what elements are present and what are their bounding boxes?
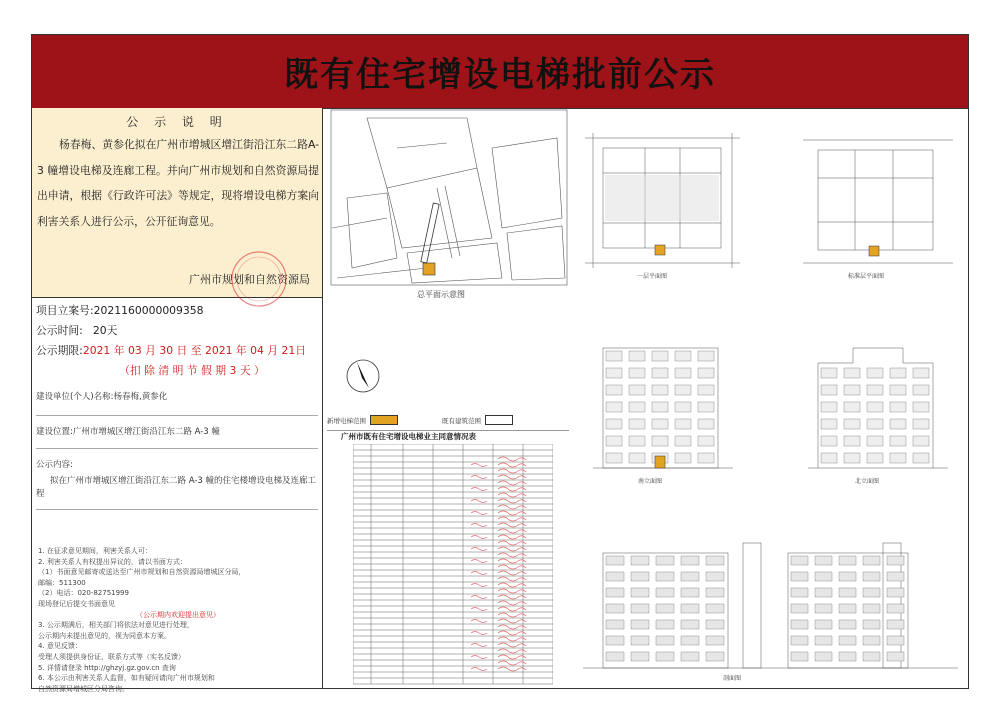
floor-plan-standard xyxy=(793,118,963,283)
legend-existing-swatch xyxy=(485,415,513,425)
notice-body: 杨春梅、黄参化拟在广州市增城区增江街沿江东二路A-3 幢增设电梯及连廊工程。并向广州市规划和自然资源局提出申请，根据《行政许可法》等规定，现将增设电梯方案向利害关系人进行公示，公开征询意见。 xyxy=(37,138,319,228)
svg-text:一层平面图: 一层平面图 xyxy=(637,273,668,280)
time-row: 公示时间: 20天 xyxy=(36,324,118,337)
period-row: 公示期限:2021 年 03 月 30 日 至 2021 年 04 月 21日 xyxy=(36,344,307,357)
period-note: （扣 除 清 明 节 假 期 3 天 ） xyxy=(119,364,265,377)
title-banner xyxy=(32,35,968,109)
north-arrow-icon xyxy=(343,356,383,396)
page-title: 既有住宅增设电梯批前公示 xyxy=(284,55,716,95)
left-panel xyxy=(32,108,323,693)
legend-new-swatch xyxy=(370,415,398,425)
project-number-row: 项目立案号:2021160000009358 xyxy=(36,304,204,317)
elevation-north xyxy=(793,323,963,488)
section-drawing xyxy=(573,533,968,683)
content-value: 拟在广州市增城区增江街沿江东二路 A-3 幢的住宅楼增设电梯及连廊工程 xyxy=(36,476,317,499)
svg-text:剖面图: 剖面图 xyxy=(723,675,742,682)
consent-table-title: 广州市既有住宅增设电梯业主同意情况表 xyxy=(341,432,476,441)
notice-box xyxy=(32,108,322,298)
site-row: 建设位置:广州市增城区增江街沿江东二路 A-3 幢 xyxy=(36,427,220,437)
site-plan xyxy=(327,108,572,308)
content-label: 公示内容: xyxy=(36,460,73,470)
notes-list: 1. 在征求意见期间，利害关系人可： 2. 利害关系人有权提出异议的，请以书面方式： （1）书面意见邮寄或送达至广州市规划和自然资源局增城区分局， 邮编：511300 （2）电话：020-82751999 现场登记后提交书面意见 （公示期内欢迎提出意见） 3. 公示期满后，相关部门将依法对意见进行处理， 公示期内未提出意见的，视为同意本方案。 4. 意见反馈： 受理人须提供身份证、联系方式等（实名反馈） 5. 详情请登录 http://ghzyj.gz.gov.cn 查询 6. 本公示由利害关系人监督，如有疑问请向广州市规划和 自然资源局增城区分局咨询。 xyxy=(38,547,246,693)
elevation-south xyxy=(573,323,748,488)
floor-plan-ground xyxy=(575,118,750,283)
unit-row: 建设单位(个人)名称:杨春梅,黄参化 xyxy=(36,392,168,402)
legend: 新增电梯范围 既有建筑范围 xyxy=(327,410,569,431)
svg-text:标准层平面图: 标准层平面图 xyxy=(848,273,885,280)
notice-title: 公 示 说 明 xyxy=(126,115,228,129)
site-plan-caption: 总平面示意图 xyxy=(417,290,465,299)
info-section xyxy=(36,301,318,514)
notice-org: 广州市规划和自然资源局 xyxy=(189,273,310,286)
consent-table xyxy=(353,444,553,686)
drawings-panel xyxy=(323,108,968,688)
svg-text:北立面图: 北立面图 xyxy=(855,478,880,485)
notice-board xyxy=(31,34,969,693)
svg-text:南立面图: 南立面图 xyxy=(638,478,663,485)
